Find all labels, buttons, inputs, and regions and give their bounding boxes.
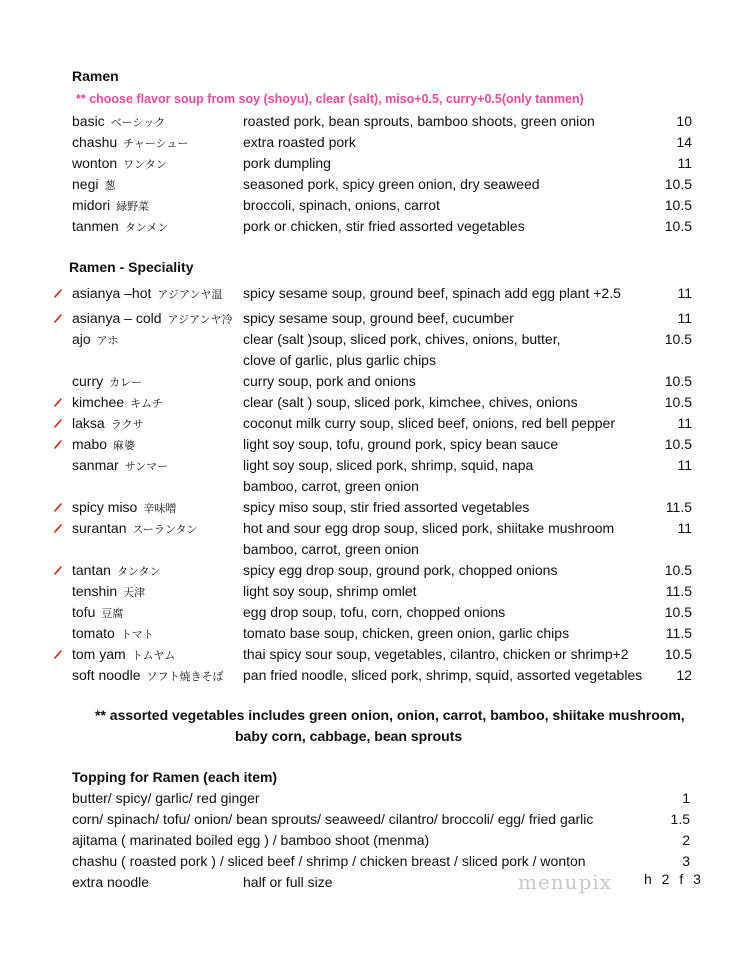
item-description: light soy soup, tofu, ground pork, spicy bean sauce [243,436,559,452]
item-description: seasoned pork, spicy green onion, dry seaweed [243,176,540,192]
item-price: 11.5 [665,499,692,515]
topping-price: 1 [682,790,690,806]
item-price: 10.5 [664,604,692,620]
chili-pepper-icon [53,313,63,323]
assorted-vegetables-note-line2: baby corn, cabbage, bean sprouts [235,728,463,744]
item-description: spicy sesame soup, ground beef, cucumber [243,310,514,326]
item-name: sanmar [72,457,119,473]
item-price: 10.5 [664,218,692,234]
item-jp-name: ラクサ [110,419,144,431]
item-description: spicy sesame soup, ground beef, spinach add egg plant +2.5 [243,285,621,301]
chili-pepper-icon [53,523,63,533]
item-description: thai spicy sour soup, vegetables, cilantro, chicken or shrimp+2 [243,646,629,662]
menu-item [0,329,750,350]
assorted-vegetables-note: ** assorted vegetables includes green onion, onion, carrot, bamboo, shiitake mushroom, [95,707,685,723]
item-jp-name: アジアンヤ冷 [167,314,233,326]
item-name: tanmen [72,218,119,234]
item-price: 10.5 [664,331,692,347]
chili-pepper-icon [53,418,63,428]
menupix-watermark: menupix [518,870,613,894]
menu-item [0,602,750,623]
item-price: 10.5 [664,176,692,192]
topping-item [0,851,750,872]
chili-pepper-icon [53,649,63,659]
item-price: 11 [677,415,692,431]
item-description: clear (salt )soup, sliced pork, chives, onions, butter, [243,331,561,347]
menu-item [0,644,750,665]
menu-item [0,434,750,455]
menu-item [0,497,750,518]
item-jp-name: 緑野菜 [116,201,150,213]
topping-description: half or full size [243,874,333,890]
item-jp-name: ワンタン [123,159,167,171]
item-jp-name: カレー [109,377,143,389]
item-jp-name: ベーシック [110,117,166,129]
chili-pepper-icon [53,439,63,449]
item-price: 10.5 [664,646,692,662]
menu-item [0,308,750,329]
item-name: asianya – cold [72,310,162,326]
item-price: 11.5 [665,625,692,641]
item-price: 11.5 [665,583,692,599]
menu-item [0,581,750,602]
item-description: light soy soup, shrimp omlet [243,583,417,599]
item-price: 10.5 [664,197,692,213]
item-name: kimchee [72,394,125,410]
item-jp-name: キムチ [130,398,163,410]
item-price: 11 [677,520,692,536]
topping-price: 2 [682,832,690,848]
item-name: tofu [72,604,96,620]
item-price: 10.5 [664,394,692,410]
menu-item [0,132,750,153]
speciality-heading: Ramen - Speciality [69,259,194,275]
item-jp-name: サンマー [124,461,169,473]
menu-item [0,216,750,237]
item-jp-name: ソフト焼きそば [146,671,224,683]
item-description: roasted pork, bean sprouts, bamboo shoots, green onion [243,113,595,129]
topping-price: 3 [682,853,690,869]
item-price: 11 [677,457,692,473]
topping-price: 1.5 [670,811,690,827]
topping-name: chashu ( roasted pork ) / sliced beef / shrimp / chicken breast / sliced pork / wonton [72,853,586,869]
menu-item [0,623,750,644]
item-name: tantan [72,562,111,578]
topping-name: extra noodle [72,874,150,890]
item-jp-name: トマト [120,629,154,641]
chili-pepper-icon [53,565,63,575]
item-jp-name: 天津 [123,587,146,599]
item-description: light soy soup, sliced pork, shrimp, squid, napa [243,457,534,473]
item-description-continued: bamboo, carrot, green onion [243,478,419,494]
item-name: ajo [72,331,91,347]
item-price: 11 [677,155,692,171]
item-jp-name: タンメン [124,222,169,234]
item-name: basic [72,113,105,129]
item-description: pork dumpling [243,155,331,171]
item-description: spicy miso soup, stir fried assorted vegetables [243,499,530,515]
item-jp-name: 麻婆 [113,440,136,452]
item-name: laksa [72,415,105,431]
item-description: egg drop soup, tofu, corn, chopped onions [243,604,506,620]
menu-item [0,392,750,413]
item-jp-name: 豆腐 [101,608,124,620]
item-description: spicy egg drop soup, ground pork, chopped onions [243,562,558,578]
item-jp-name: タンタン [116,566,161,578]
item-jp-name: アジアンヤ温 [157,289,223,301]
menu-item [0,560,750,581]
menu-item [0,665,750,686]
item-jp-name: 葱 [104,180,116,192]
menu-item [0,371,750,392]
item-jp-name: チャーシュー [123,138,189,150]
item-description: pork or chicken, stir fried assorted vegetables [243,218,525,234]
topping-item [0,788,750,809]
topping-name: ajitama ( marinated boiled egg ) / bamboo shoot (menma) [72,832,430,848]
chili-pepper-icon [53,288,63,298]
item-name: tenshin [72,583,118,599]
item-price: 10.5 [664,562,692,578]
item-description: curry soup, pork and onions [243,373,416,389]
extra-noodle-price: h 2 f 3 [644,871,704,887]
item-description: tomato base soup, chicken, green onion, garlic chips [243,625,570,641]
item-name: soft noodle [72,667,141,683]
item-price: 11 [677,285,692,301]
item-name: asianya –hot [72,285,152,301]
item-name: wonton [72,155,118,171]
item-jp-name: 辛味噌 [143,503,177,515]
topping-item [0,809,750,830]
item-price: 10.5 [664,436,692,452]
item-description-continued: bamboo, carrot, green onion [243,541,419,557]
item-price: 11 [677,310,692,326]
menu-item [0,518,750,539]
topping-name: butter/ spicy/ garlic/ red ginger [72,790,260,806]
topping-item [0,830,750,851]
menu-item [0,195,750,216]
item-name: tomato [72,625,115,641]
menu-item [0,153,750,174]
flavor-soup-note: ** choose flavor soup from soy (shoyu), clear (salt), miso+0.5, curry+0.5(only tanmen) [76,92,584,106]
item-description: hot and sour egg drop soup, sliced pork, shiitake mushroom [243,520,615,536]
ramen-heading: Ramen [72,68,119,84]
item-name: curry [72,373,104,389]
topping-heading: Topping for Ramen (each item) [72,769,278,785]
item-jp-name: スーランタン [132,524,198,536]
item-name: mabo [72,436,108,452]
item-jp-name: アホ [96,335,119,347]
item-description: coconut milk curry soup, sliced beef, onions, red bell pepper [243,415,615,431]
menu-item [0,455,750,476]
menu-item [0,111,750,132]
item-jp-name: トムヤム [131,650,176,662]
menu-item [0,174,750,195]
item-name: midori [72,197,111,213]
menu-item [0,413,750,434]
item-description: clear (salt ) soup, sliced pork, kimchee, chives, onions [243,394,578,410]
item-name: spicy miso [72,499,138,515]
item-description: extra roasted pork [243,134,356,150]
topping-item [0,872,750,893]
item-price: 10.5 [664,373,692,389]
item-name: chashu [72,134,118,150]
chili-pepper-icon [53,397,63,407]
item-description: broccoli, spinach, onions, carrot [243,197,440,213]
item-name: negi [72,176,99,192]
chili-pepper-icon [53,502,63,512]
item-price: 14 [676,134,692,150]
item-name: tom yam [72,646,126,662]
item-price: 10 [676,113,692,129]
item-description: pan fried noodle, sliced pork, shrimp, squid, assorted vegetables [243,667,643,683]
menu-item [0,283,750,304]
item-description-continued: clove of garlic, plus garlic chips [243,352,436,368]
topping-name: corn/ spinach/ tofu/ onion/ bean sprouts/ seaweed/ cilantro/ broccoli/ egg/ fried garlic [72,811,594,827]
item-price: 12 [676,667,692,683]
item-name: surantan [72,520,127,536]
